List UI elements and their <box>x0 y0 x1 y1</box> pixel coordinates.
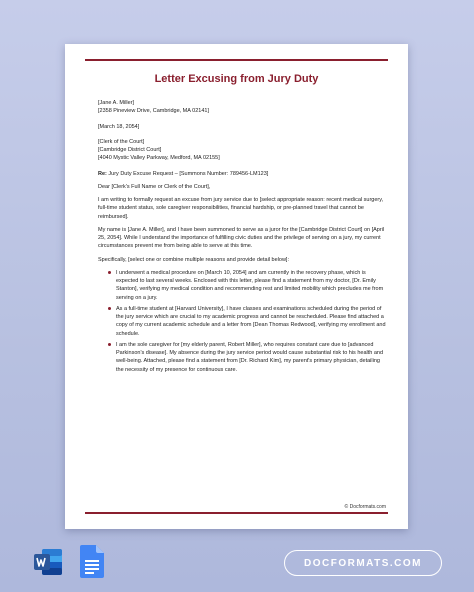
recipient-line-1: [Clerk of the Court] <box>98 138 145 145</box>
bottom-divider <box>85 512 388 514</box>
recipient-block <box>98 138 386 163</box>
salutation: Dear [Clerk's Full Name or Clerk of the Court], <box>98 183 211 190</box>
recipient-line-2: [Cambridge District Court] <box>98 147 162 153</box>
letter-title: Letter Excusing from Jury Duty <box>154 73 319 85</box>
bullet-icon <box>108 307 111 310</box>
google-docs-icon[interactable] <box>80 545 104 578</box>
subject-line <box>98 170 386 178</box>
top-divider <box>85 59 388 61</box>
sender-block <box>98 99 386 116</box>
paragraph-2: My name is [Jane A. Miller], and I have been summoned to serve as a juror for the [Cambridge District Court] on [April 25, 2054]. While I understand the importance of fulfilling civic duties and the privilege of serving on a jury, my current circumstances prevent me from being able to serve at this time. <box>98 226 385 250</box>
bullet-icon <box>108 271 111 274</box>
list-item: I am the sole caregiver for [my elderly parent, Robert Miller], who requires constant care due to [advanced Parkinson's disease]. My absence during the jury service period would cause substantial risk to his health and well-being. Attached, please find a statement from [Dr. Richard Kim], my parent's primary physician, detailing the necessity of my presence for continuous care. <box>108 341 386 374</box>
recipient-line-3: [4040 Mystic Valley Parkway, Medford, MA 02155] <box>98 155 220 162</box>
subject-label: Re: <box>98 170 107 177</box>
reasons-list <box>98 269 386 374</box>
bullet-icon <box>108 343 111 346</box>
list-item: As a full-time student at [Harvard University], I have classes and examinations scheduled during the period of the jury service which are crucial to my academic progress and cannot be rescheduled. Please find attached a copy of my current academic schedule and a letter from [Dean Thomas Redwood], verifying my enrollment and schedule. <box>108 305 386 338</box>
list-item: I underwent a medical procedure on [March 10, 2054] and am currently in the recovery phase, which is expected to last several weeks. Enclosed with this letter, please find a statement from my doctor, [Dr. Emily Stanton], verifying my medical condition and recommending rest and limited mobility which precludes me from serving on a jury. <box>108 269 386 302</box>
letter-date: [March 18, 2054] <box>98 123 140 130</box>
word-icon[interactable] <box>32 546 64 578</box>
subject-text: Jury Duty Excuse Request – [Summons Number: 789456-LM123] <box>108 170 269 177</box>
date-block <box>98 123 386 131</box>
paragraph-1: I am writing to formally request an excuse from jury service due to [select appropriate reason: recent medical surgery, full-time student status, sole caregiver responsibilities, financial hardship, or pre-planned travel that cannot be reimbursed]. <box>98 197 384 220</box>
copyright-credit: © Docformats.com <box>344 504 386 510</box>
sender-address: [2358 Pineview Drive, Cambridge, MA 02141] <box>98 108 209 115</box>
paragraph-3: Specifically, [select one or combine multiple reasons and provide detail below]: <box>98 256 289 263</box>
letter-document <box>65 44 408 529</box>
sender-name: [Jane A. Miller] <box>98 100 135 106</box>
letter-body <box>98 99 386 377</box>
brand-link-button[interactable]: DOCFORMATS.COM <box>284 550 442 576</box>
